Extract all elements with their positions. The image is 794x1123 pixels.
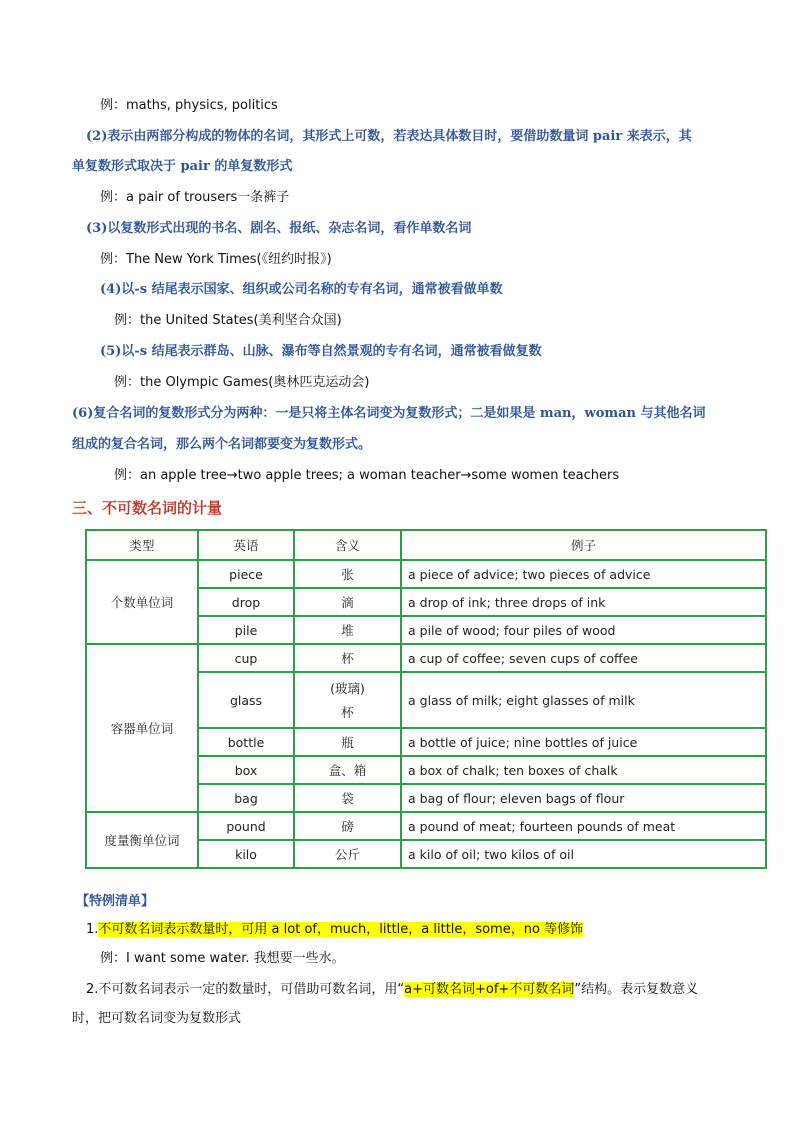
cell-english: drop [198,588,294,616]
cell-meaning [294,672,401,728]
cell-example: a bag of flour; eleven bags of flour [401,784,766,812]
cell-meaning: 堆 [294,616,401,644]
cell-example: a bottle of juice; nine bottles of juice [401,728,766,756]
example-apple-tree: 例：an apple tree→two apple trees; a woman teacher→some women teachers [114,468,620,483]
cell-english: bottle [198,728,294,756]
group-container-units: 容器单位词 [86,644,198,812]
cell-english: glass [198,672,294,728]
rule-5: (5)以-s 结尾表示群岛、山脉、瀑布等自然景观的专有名词，通常被看做复数 [100,344,542,359]
cell-english: piece [198,560,294,588]
cell-meaning: 磅 [294,812,401,840]
rule-6-line2: 组成的复合名词，那么两个名词都要变为复数形式。 [72,437,372,452]
special-point-2-highlight: a+可数名词+of+不可数名词 [404,982,575,997]
cell-example: a piece of advice; two pieces of advice [401,560,766,588]
table-row [86,560,766,588]
special-point-1-example: 例：I want some water. 我想要一些水。 [100,951,345,966]
special-point-1-highlight: 不可数名词表示数量时，可用 a lot of，much，little，a little，some，no 等修饰 [98,922,584,937]
cell-meaning: 公斤 [294,840,401,868]
example-olympic: 例：the Olympic Games(奥林匹克运动会) [114,375,370,390]
special-point-2-pre: 2.不可数名词表示一定的数量时，可借助可数名词，用“ [86,982,405,997]
example-trousers: 例：a pair of trousers一条裤子 [100,190,290,205]
cell-meaning: 杯 [294,644,401,672]
cell-meaning-line2: 杯 [341,705,354,720]
example-maths: 例：maths, physics, politics [100,98,278,113]
measure-table [85,529,767,869]
cell-english: bag [198,784,294,812]
cell-example: a kilo of oil; two kilos of oil [401,840,766,868]
special-point-2-line2: 时，把可数名词变为复数形式 [72,1011,242,1026]
section-title: 三、不可数名词的计量 [72,499,223,517]
header-meaning: 含义 [294,530,401,560]
cell-example: a pile of wood; four piles of wood [401,616,766,644]
example-us: 例：the United States(美利坚合众国) [114,313,342,328]
special-point-1-number: 1. [86,922,99,937]
special-point-2-line1 [86,981,698,999]
cell-meaning: 滴 [294,588,401,616]
rule-4: (4)以-s 结尾表示国家、组织或公司名称的专有名词，通常被看做单数 [100,282,503,297]
cell-meaning: 盒、箱 [294,756,401,784]
cell-english: box [198,756,294,784]
special-point-2-post: ”结构。表示复数意义 [574,982,699,997]
cell-meaning: 瓶 [294,728,401,756]
cell-meaning-line1: (玻璃) [330,681,365,696]
cell-example: a cup of coffee; seven cups of coffee [401,644,766,672]
group-count-units: 个数单位词 [86,560,198,644]
cell-english: pound [198,812,294,840]
rule-2-line2: 单复数形式取决于 pair 的单复数形式 [72,159,293,174]
cell-example: a glass of milk; eight glasses of milk [401,672,766,728]
group-measure-units: 度量衡单位词 [86,812,198,868]
table-row [86,644,766,672]
cell-english: pile [198,616,294,644]
special-point-1 [86,921,583,939]
rule-6-line1: (6)复合名词的复数形式分为两种：一是只将主体名词变为复数形式；二是如果是 man，woman 与其他名词 [72,406,706,421]
cell-english: kilo [198,840,294,868]
header-example: 例子 [401,530,766,560]
example-nyt: 例：The New York Times(《纽约时报》) [100,252,332,267]
cell-example: a box of chalk; ten boxes of chalk [401,756,766,784]
cell-english: cup [198,644,294,672]
table-header-row [86,530,766,560]
cell-meaning: 张 [294,560,401,588]
header-type: 类型 [86,530,198,560]
cell-meaning: 袋 [294,784,401,812]
rule-2-line1: (2)表示由两部分构成的物体的名词，其形式上可数，若表达具体数目时，要借助数量词 pair 来表示，其 [86,129,692,144]
header-english: 英语 [198,530,294,560]
cell-example: a pound of meat; fourteen pounds of meat [401,812,766,840]
cell-example: a drop of ink; three drops of ink [401,588,766,616]
rule-3: (3)以复数形式出现的书名、剧名、报纸、杂志名词，看作单数名词 [86,221,472,236]
table-row [86,812,766,840]
special-cases-title: 【特例清单】 [76,894,155,909]
